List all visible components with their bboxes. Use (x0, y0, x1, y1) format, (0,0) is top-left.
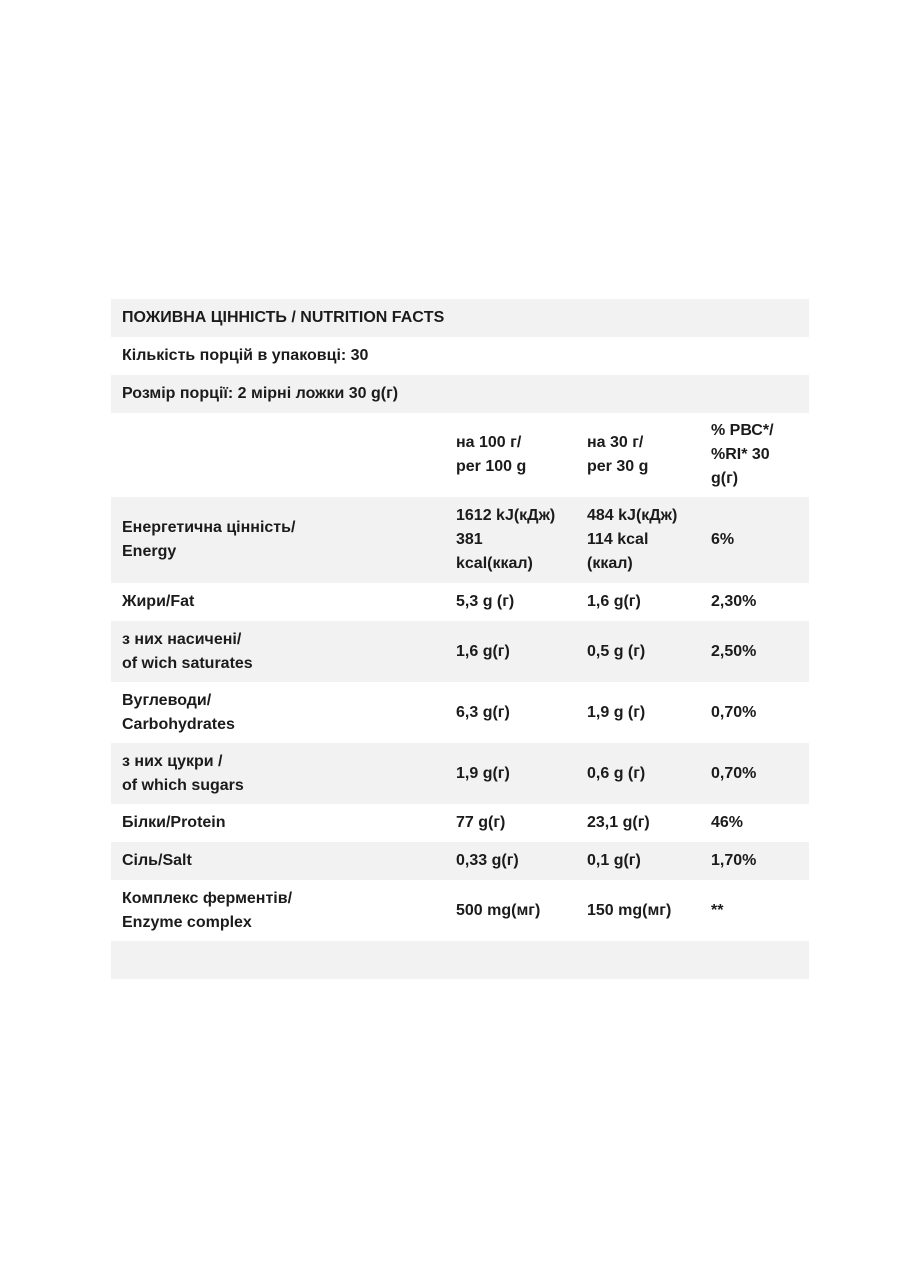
value-per-30 (587, 504, 702, 576)
servings-per-pack: Кількість порцій в упаковці: 30 (122, 347, 369, 364)
value-per-100: 500 mg(мг) (456, 901, 541, 919)
nutrient-name-line: з них цукри / (122, 752, 223, 770)
table-row (111, 842, 809, 880)
nutrient-name-line: Carbohydrates (122, 715, 235, 733)
empty-row (111, 941, 809, 979)
nutrient-name: Сіль/Salt (122, 852, 192, 869)
servings-row (111, 337, 809, 375)
nutrient-name-line: of which sugars (122, 776, 244, 794)
nutrient-name-line: Enzyme complex (122, 913, 252, 931)
serving-size-row (111, 375, 809, 413)
nutrient-name (122, 689, 442, 737)
serving-size: Розмір порції: 2 мірні ложки 30 g(г) (122, 385, 399, 402)
nutrient-name (122, 516, 442, 564)
value-per-100: 1,9 g(г) (456, 764, 510, 782)
value-per-100: 77 g(г) (456, 814, 506, 831)
value-ri: 0,70% (711, 764, 757, 782)
header-per-30-line-2: per 30 g (587, 458, 649, 475)
header-per-30-line-1: на 30 г/ (587, 434, 644, 451)
header-per-100-line-1: на 100 г/ (456, 434, 522, 451)
value-per-100: 0,33 g(г) (456, 852, 519, 869)
nutrient-name (122, 750, 442, 798)
value-per-30: 1,6 g(г) (587, 593, 641, 610)
table-row (111, 583, 809, 621)
table-row (111, 804, 809, 842)
value-ri: 46% (711, 814, 744, 831)
value-per-30: 0,1 g(г) (587, 852, 641, 869)
table-row (111, 743, 809, 804)
table-row (111, 682, 809, 743)
nutrient-name-line: Вуглеводи/ (122, 691, 212, 709)
title-row (111, 299, 809, 337)
value-per-30: 0,5 g (г) (587, 642, 646, 660)
value-per-100 (456, 504, 576, 576)
nutrition-table (111, 299, 809, 979)
value-line: 114 kcal (587, 531, 649, 548)
nutrient-name-line: Комплекс ферментів/ (122, 889, 293, 907)
header-per-30 (587, 431, 702, 479)
value-line: 484 kJ(кДж) (587, 507, 678, 524)
nutrient-name-line: Energy (122, 543, 177, 560)
header-row (111, 413, 809, 497)
value-ri: 1,70% (711, 852, 757, 869)
table-row (111, 621, 809, 682)
value-line: 1612 kJ(кДж) (456, 507, 556, 524)
value-line: kcal(ккал) (456, 555, 533, 572)
value-per-100: 6,3 g(г) (456, 703, 510, 721)
nutrient-name (122, 887, 442, 935)
value-per-100: 1,6 g(г) (456, 642, 510, 660)
nutrient-name: Білки/Protein (122, 814, 226, 831)
value-line: 381 (456, 531, 483, 548)
value-ri: 2,50% (711, 642, 757, 660)
value-per-30: 23,1 g(г) (587, 814, 650, 831)
nutrient-name-line: of wich saturates (122, 654, 253, 672)
value-per-30: 1,9 g (г) (587, 703, 646, 721)
header-ri-line-2: %RI* 30 (711, 446, 770, 463)
nutrient-name-line: з них насичені/ (122, 630, 242, 648)
table-row (111, 880, 809, 941)
header-ri-line-1: % РВС*/ (711, 422, 774, 439)
header-per-100 (456, 431, 576, 479)
header-ri-line-3: g(г) (711, 470, 739, 487)
nutrient-name-line: Енергетична цінність/ (122, 519, 296, 536)
table-row (111, 497, 809, 583)
value-line: (ккал) (587, 555, 633, 572)
value-ri: 6% (711, 531, 735, 548)
table-title: ПОЖИВНА ЦІННІСТЬ / NUTRITION FACTS (122, 309, 445, 326)
value-ri: 0,70% (711, 703, 757, 721)
value-ri: ** (711, 901, 724, 919)
value-per-30: 150 mg(мг) (587, 901, 672, 919)
value-ri: 2,30% (711, 593, 757, 610)
header-ri (711, 419, 796, 491)
value-per-30: 0,6 g (г) (587, 764, 646, 782)
nutrient-name: Жири/Fat (122, 593, 195, 610)
header-per-100-line-2: per 100 g (456, 458, 527, 475)
value-per-100: 5,3 g (г) (456, 593, 515, 610)
nutrient-name (122, 628, 442, 676)
